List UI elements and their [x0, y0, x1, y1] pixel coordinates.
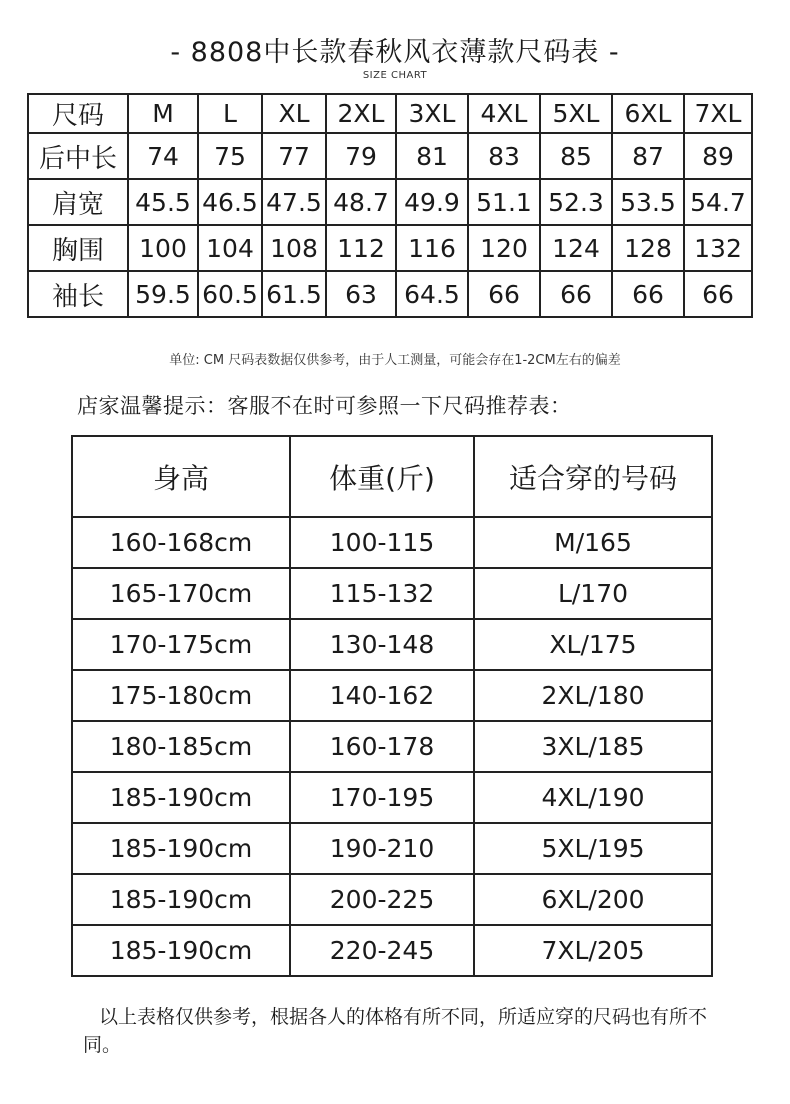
table-row: [28, 133, 752, 179]
recommendation-cell: 140-162: [290, 670, 474, 721]
table-row: [72, 874, 712, 925]
size-value-cell: 66: [468, 271, 540, 317]
table-row: [28, 225, 752, 271]
recommendation-cell: 170-195: [290, 772, 474, 823]
size-value-cell: 74: [128, 133, 198, 179]
header-cell: 2XL: [326, 94, 396, 133]
size-value-cell: 47.5: [262, 179, 326, 225]
table-row: [72, 568, 712, 619]
size-value-cell: 75: [198, 133, 262, 179]
size-value-cell: 87: [612, 133, 684, 179]
size-value-cell: 53.5: [612, 179, 684, 225]
table-row: [28, 271, 752, 317]
size-value-cell: 49.9: [396, 179, 468, 225]
header-cell: 尺码: [28, 94, 128, 133]
recommendation-cell: 130-148: [290, 619, 474, 670]
recommendation-cell: 2XL/180: [474, 670, 712, 721]
size-value-cell: 45.5: [128, 179, 198, 225]
table-row: [72, 619, 712, 670]
size-value-cell: 104: [198, 225, 262, 271]
size-value-cell: 61.5: [262, 271, 326, 317]
table-row: [72, 772, 712, 823]
row-label-cell: 170-175cm: [72, 619, 290, 670]
size-value-cell: 128: [612, 225, 684, 271]
table-header-row: [28, 94, 752, 133]
header-cell: XL: [262, 94, 326, 133]
size-value-cell: 112: [326, 225, 396, 271]
size-value-cell: 64.5: [396, 271, 468, 317]
recommendation-cell: L/170: [474, 568, 712, 619]
table-row: [72, 517, 712, 568]
size-table: [27, 93, 753, 318]
size-value-cell: 100: [128, 225, 198, 271]
size-value-cell: 116: [396, 225, 468, 271]
size-value-cell: 59.5: [128, 271, 198, 317]
header-cell: 3XL: [396, 94, 468, 133]
size-value-cell: 63: [326, 271, 396, 317]
row-label-cell: 185-190cm: [72, 823, 290, 874]
size-value-cell: 54.7: [684, 179, 752, 225]
recommendation-cell: M/165: [474, 517, 712, 568]
recommendation-cell: 6XL/200: [474, 874, 712, 925]
recommendation-cell: 115-132: [290, 568, 474, 619]
row-label-cell: 185-190cm: [72, 874, 290, 925]
recommendation-cell: 7XL/205: [474, 925, 712, 976]
row-label-cell: 185-190cm: [72, 772, 290, 823]
size-value-cell: 66: [540, 271, 612, 317]
size-value-cell: 46.5: [198, 179, 262, 225]
header-cell: 5XL: [540, 94, 612, 133]
row-label-cell: 肩宽: [28, 179, 128, 225]
header-cell: 6XL: [612, 94, 684, 133]
header-cell: L: [198, 94, 262, 133]
header-cell: 身高: [72, 436, 290, 517]
header-cell: 4XL: [468, 94, 540, 133]
size-value-cell: 108: [262, 225, 326, 271]
header-cell: 体重(斤): [290, 436, 474, 517]
row-label-cell: 175-180cm: [72, 670, 290, 721]
row-label-cell: 165-170cm: [72, 568, 290, 619]
row-label-cell: 180-185cm: [72, 721, 290, 772]
size-value-cell: 83: [468, 133, 540, 179]
size-value-cell: 66: [684, 271, 752, 317]
size-value-cell: 124: [540, 225, 612, 271]
shop-tip: 店家温馨提示：客服不在时可参照一下尺码推荐表：: [77, 394, 572, 418]
size-value-cell: 66: [612, 271, 684, 317]
recommendation-table: [71, 435, 713, 977]
footer-note: 以上表格仅供参考，根据各人的体格有所不同，所适应穿的尺码也有所不同。: [83, 1006, 708, 1056]
row-label-cell: 后中长: [28, 133, 128, 179]
header-cell: M: [128, 94, 198, 133]
table-header-row: [72, 436, 712, 517]
chart-subtitle: SIZE CHART: [362, 70, 428, 81]
recommendation-cell: 160-178: [290, 721, 474, 772]
recommendation-cell: 220-245: [290, 925, 474, 976]
size-value-cell: 79: [326, 133, 396, 179]
header-cell: 7XL: [684, 94, 752, 133]
table-row: [72, 823, 712, 874]
size-value-cell: 120: [468, 225, 540, 271]
table-row: [72, 925, 712, 976]
size-value-cell: 81: [396, 133, 468, 179]
header-cell: 适合穿的号码: [474, 436, 712, 517]
row-label-cell: 胸围: [28, 225, 128, 271]
recommendation-cell: 5XL/195: [474, 823, 712, 874]
table-row: [72, 670, 712, 721]
row-label-cell: 袖长: [28, 271, 128, 317]
size-value-cell: 77: [262, 133, 326, 179]
size-value-cell: 60.5: [198, 271, 262, 317]
size-value-cell: 52.3: [540, 179, 612, 225]
size-value-cell: 48.7: [326, 179, 396, 225]
row-label-cell: 160-168cm: [72, 517, 290, 568]
size-value-cell: 85: [540, 133, 612, 179]
recommendation-cell: 190-210: [290, 823, 474, 874]
size-value-cell: 89: [684, 133, 752, 179]
table-row: [72, 721, 712, 772]
size-value-cell: 51.1: [468, 179, 540, 225]
recommendation-cell: 100-115: [290, 517, 474, 568]
recommendation-cell: XL/175: [474, 619, 712, 670]
recommendation-cell: 4XL/190: [474, 772, 712, 823]
row-label-cell: 185-190cm: [72, 925, 290, 976]
table-row: [28, 179, 752, 225]
measurement-note: 单位: CM 尺码表数据仅供参考，由于人工测量，可能会存在1-2CM左右的偏差: [169, 353, 621, 368]
recommendation-cell: 200-225: [290, 874, 474, 925]
size-value-cell: 132: [684, 225, 752, 271]
recommendation-cell: 3XL/185: [474, 721, 712, 772]
chart-title: - 8808中长款春秋风衣薄款尺码表 -: [170, 37, 620, 68]
